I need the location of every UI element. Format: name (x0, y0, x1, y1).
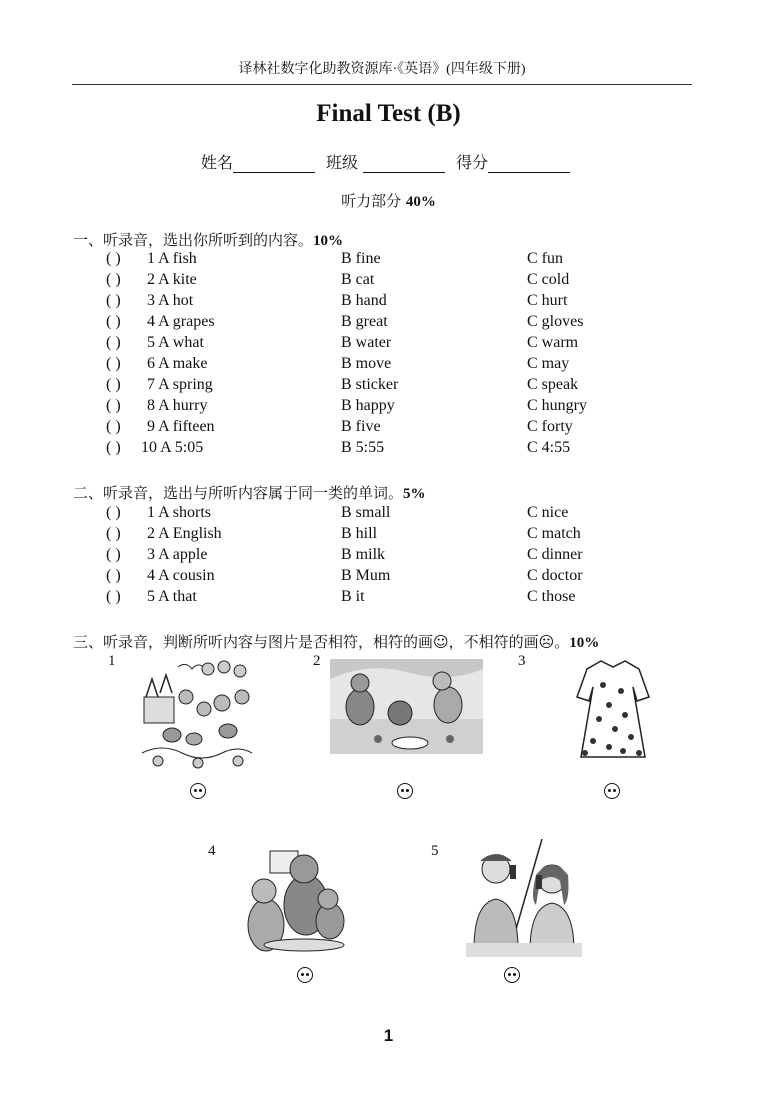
picture-number: 3 (518, 653, 526, 669)
question-row (0, 418, 777, 439)
picture-number: 1 (108, 653, 116, 669)
question-row (0, 397, 777, 418)
option-a: 2 A English (147, 525, 222, 542)
option-b: B water (341, 334, 392, 351)
option-c: C 4:55 (527, 439, 571, 456)
option-c: C those (527, 588, 576, 605)
option-a: 7 A spring (147, 376, 213, 393)
answer-paren[interactable]: ( ) (106, 546, 121, 563)
picture-number: 2 (313, 653, 321, 669)
page-header: 译林社数字化助教资源库·《英语》(四年级下册) (72, 58, 692, 85)
section3-score: 10% (569, 635, 600, 651)
class-blank[interactable] (363, 156, 445, 173)
section1-score: 10% (313, 233, 344, 249)
score-blank[interactable] (488, 156, 570, 173)
option-a: 4 A grapes (147, 313, 215, 330)
dress-picture (563, 657, 663, 765)
option-b: B Mum (341, 567, 391, 584)
answer-paren[interactable]: ( ) (106, 250, 121, 267)
answer-paren[interactable]: ( ) (106, 313, 121, 330)
name-label: 姓名 (200, 153, 233, 172)
face-icon[interactable] (604, 783, 620, 799)
section2-items (0, 504, 777, 609)
option-b: B five (341, 418, 381, 435)
part-label: 听力部分 (341, 192, 402, 210)
option-c: C gloves (527, 313, 584, 330)
option-c: C speak (527, 376, 579, 393)
question-row (0, 292, 777, 313)
score-label: 得分 (456, 153, 489, 172)
answer-paren[interactable]: ( ) (106, 588, 121, 605)
question-row (0, 376, 777, 397)
section2-title: 二、听录音，选出与所听内容属于同一类的单词。5% (73, 484, 426, 502)
question-row (0, 504, 777, 525)
option-b: B hand (341, 292, 387, 309)
option-a: 2 A kite (147, 271, 197, 288)
answer-paren[interactable]: ( ) (106, 439, 121, 456)
section1-title: 一、听录音，选出你所听到的内容。10% (73, 231, 344, 249)
option-c: C match (527, 525, 581, 542)
answer-paren[interactable]: ( ) (106, 355, 121, 372)
question-row (0, 313, 777, 334)
student-info-line (0, 150, 777, 173)
option-a: 1 A fish (147, 250, 197, 267)
page-number: 1 (383, 1026, 394, 1045)
question-row (0, 525, 777, 546)
option-a: 3 A hot (147, 292, 194, 309)
answer-paren[interactable]: ( ) (106, 397, 121, 414)
option-a: 5 A what (147, 334, 204, 351)
answer-paren[interactable]: ( ) (106, 418, 121, 435)
option-b: B small (341, 504, 391, 521)
option-c: C nice (527, 504, 569, 521)
option-b: B sticker (341, 376, 399, 393)
question-row (0, 567, 777, 588)
name-blank[interactable] (233, 156, 315, 173)
option-a: 6 A make (147, 355, 208, 372)
option-b: B hill (341, 525, 378, 542)
question-row (0, 271, 777, 292)
option-c: C hungry (527, 397, 587, 414)
animals-at-table-picture (330, 659, 483, 754)
answer-paren[interactable]: ( ) (106, 334, 121, 351)
face-icon[interactable] (190, 783, 206, 799)
phone-call-picture (466, 839, 582, 957)
question-row (0, 588, 777, 609)
option-c: C warm (527, 334, 579, 351)
answer-paren[interactable]: ( ) (106, 504, 121, 521)
option-a: 8 A hurry (147, 397, 208, 414)
option-b: B milk (341, 546, 386, 563)
option-a: 4 A cousin (147, 567, 215, 584)
option-c: C cold (527, 271, 570, 288)
answer-paren[interactable]: ( ) (106, 525, 121, 542)
listening-part-heading (0, 190, 777, 211)
answer-paren[interactable]: ( ) (106, 292, 121, 309)
question-row (0, 334, 777, 355)
option-c: C may (527, 355, 570, 372)
option-a: 3 A apple (147, 546, 208, 563)
page-title: Final Test (B) (316, 100, 461, 127)
option-c: C hurt (527, 292, 568, 309)
class-label: 班级 (325, 153, 358, 172)
part-score: 40% (405, 194, 436, 210)
option-b: B great (341, 313, 388, 330)
face-icon[interactable] (397, 783, 413, 799)
option-b: B cat (341, 271, 375, 288)
picture-number: 4 (208, 843, 216, 859)
question-row (0, 546, 777, 567)
picture-number: 5 (431, 843, 439, 859)
question-row (0, 355, 777, 376)
question-row (0, 439, 777, 460)
answer-paren[interactable]: ( ) (106, 567, 121, 584)
option-a: 5 A that (147, 588, 197, 605)
section2-score: 5% (403, 486, 426, 502)
option-c: C doctor (527, 567, 583, 584)
option-b: B it (341, 588, 365, 605)
option-c: C dinner (527, 546, 583, 563)
option-b: B fine (341, 250, 381, 267)
option-b: B 5:55 (341, 439, 385, 456)
option-a: 9 A fifteen (147, 418, 215, 435)
option-b: B move (341, 355, 392, 372)
answer-paren[interactable]: ( ) (106, 376, 121, 393)
face-icon[interactable] (504, 967, 520, 983)
option-c: C fun (527, 250, 563, 267)
section1-items (0, 250, 777, 460)
question-row (0, 250, 777, 271)
section3-title: 三、听录音，判断所听内容与图片是否相符，相符的画☺，不相符的画☹。10% (73, 633, 600, 651)
animal-family-picture (244, 845, 354, 955)
garden-scene-picture (138, 657, 256, 773)
option-a: 1 A shorts (147, 504, 212, 521)
answer-paren[interactable]: ( ) (106, 271, 121, 288)
option-b: B happy (341, 397, 395, 414)
option-c: C forty (527, 418, 573, 435)
face-icon[interactable] (297, 967, 313, 983)
option-a: 10 A 5:05 (141, 439, 204, 456)
